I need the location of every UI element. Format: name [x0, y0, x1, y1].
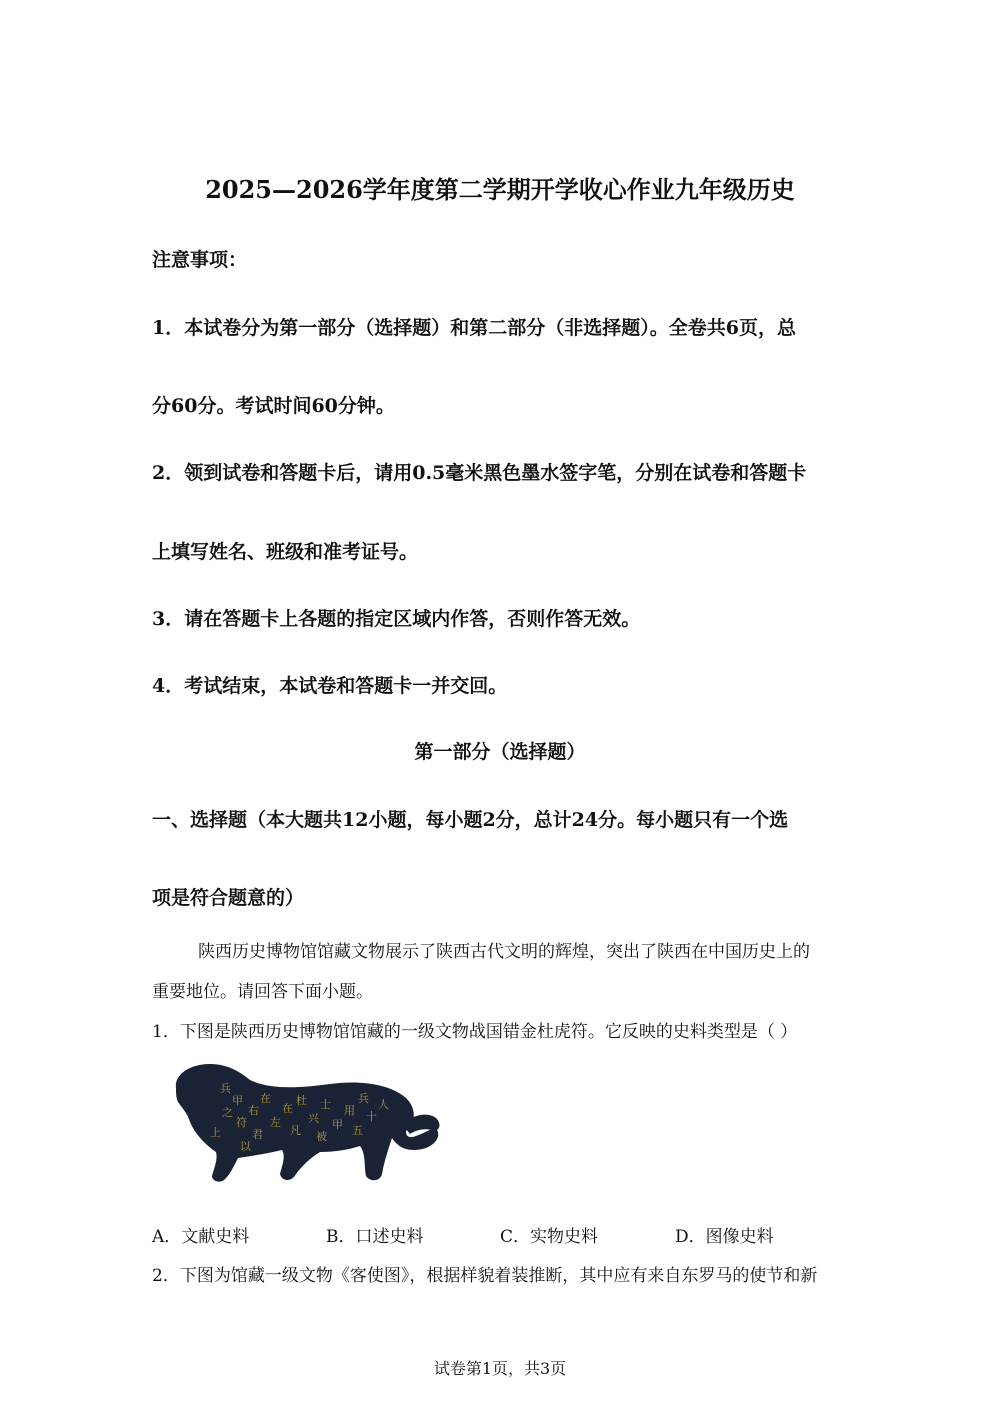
- notice-item-2-line-2: 上填写姓名、班级和准考证号。: [152, 541, 419, 563]
- part-one-heading: 第一部分（选择题）: [414, 741, 586, 763]
- svg-text:兵: 兵: [220, 1082, 231, 1095]
- svg-text:兵: 兵: [358, 1092, 369, 1105]
- tiger-tally-image: [170, 1058, 445, 1190]
- notice-item-1-line-2: 分60分。考试时间60分钟。: [152, 395, 395, 417]
- svg-text:左: 左: [270, 1116, 281, 1129]
- section-one-line-1: 一、选择题（本大题共12小题，每小题2分，总计24分。每小题只有一个选: [152, 809, 789, 831]
- svg-text:五: 五: [352, 1124, 363, 1137]
- svg-text:十: 十: [366, 1110, 377, 1123]
- question-2-stem: 2．下图为馆藏一级文物《客使图》，根据样貌着装推断，其中应有来自东罗马的使节和新: [152, 1266, 818, 1286]
- svg-text:甲: 甲: [232, 1094, 243, 1107]
- section-one-line-2: 项是符合题意的）: [152, 887, 305, 909]
- notice-item-2-line-1: 2．领到试卷和答题卡后，请用0.5毫米黑色墨水签字笔，分别在试卷和答题卡: [152, 462, 807, 484]
- svg-text:士: 士: [320, 1098, 331, 1111]
- svg-text:人: 人: [378, 1098, 389, 1111]
- notice-heading: 注意事项：: [152, 249, 248, 271]
- intro-line-1: 陕西历史博物馆馆藏文物展示了陕西古代文明的辉煌，突出了陕西在中国历史上的: [198, 942, 810, 962]
- notice-item-1-line-1: 1．本试卷分为第一部分（选择题）和第二部分（非选择题）。全卷共6页，总: [152, 317, 796, 339]
- svg-text:凡: 凡: [290, 1124, 301, 1137]
- intro-line-2: 重要地位。请回答下面小题。: [152, 982, 373, 1002]
- svg-text:右: 右: [248, 1104, 259, 1117]
- question-1-option-b: B．口述史料: [326, 1227, 424, 1247]
- svg-text:杜: 杜: [296, 1094, 307, 1107]
- question-1-stem: 1．下图是陕西历史博物馆馆藏的一级文物战国错金杜虎符。它反映的史料类型是（ ）: [152, 1022, 798, 1042]
- page-footer: 试卷第1页，共3页: [433, 1359, 567, 1378]
- question-1-option-d: D．图像史料: [675, 1227, 774, 1247]
- svg-text:之: 之: [222, 1106, 233, 1119]
- svg-text:甲: 甲: [332, 1118, 343, 1131]
- notice-item-3: 3．请在答题卡上各题的指定区域内作答，否则作答无效。: [152, 608, 641, 630]
- svg-text:在: 在: [260, 1092, 271, 1105]
- svg-text:兴: 兴: [308, 1112, 319, 1125]
- notice-item-4: 4．考试结束，本试卷和答题卡一并交回。: [152, 675, 508, 697]
- svg-text:以: 以: [240, 1140, 251, 1153]
- question-1-option-c: C．实物史料: [500, 1227, 599, 1247]
- svg-text:在: 在: [282, 1102, 293, 1115]
- question-1-option-a: A．文献史料: [152, 1227, 250, 1247]
- svg-text:君: 君: [252, 1128, 263, 1141]
- svg-text:符: 符: [236, 1116, 247, 1129]
- page-title: 2025—2026学年度第二学期开学收心作业九年级历史: [205, 175, 795, 204]
- svg-text:用: 用: [344, 1104, 355, 1117]
- svg-text:上: 上: [210, 1126, 221, 1139]
- svg-text:被: 被: [316, 1130, 327, 1143]
